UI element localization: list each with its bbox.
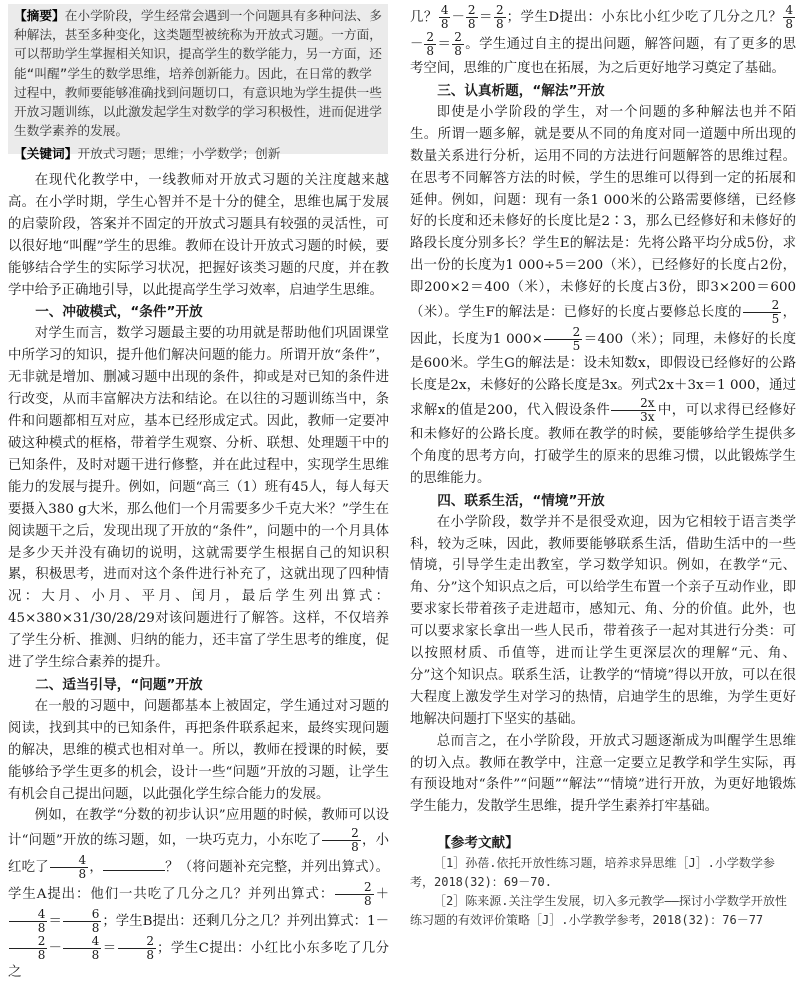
fraction: $\frac{2}{8}$ [322,827,360,854]
equation-c: $\frac{4}{8}$ － $\frac{2}{8}$ ＝ $\frac{2}{8}$ [440,3,504,31]
section-1-paragraph: 对学生而言，数学习题最主要的功用就是帮助他们巩固课堂中所学习的知识，提升他们解决问题的能力。所谓开放“条件”，无非就是增加、删减习题中出现的条件，抑或是对已知的条件进行改变，从而丰富解决方法和结论。在以往的习题训练当中，条件和问题都相互对应，基本已经形成定式。因此，教师一定要冲破这种模式的框格，带着学生观察、分析、联想、处理题干中的已知条件，及时对题干进行修整，并在此过程中，实现学生思维能力的发展与提升。例如，问题“高三（1）班有45人，每人每天要摄入380 g大米，那么他们一个月需要多少千克大米？”学生在阅读题干之后，发现出现了开放的“条件”，问题中的一个月具体是多少天并没有确切的说明，这就需要学生根据自己的知识积累，积极思考，进而对这个条件进行补充了，这就出现了四种情况：大月、小月、平月、闰月，最后学生列出算式：45×380×31/30/28/29对该问题进行了解答。这样，不仅培养了学生分析、推测、归纳的能力，还丰富了学生思考的维度，促进了学生综合素养的提升。 [8,326,389,671]
cont-text-c: 几？ [754,10,783,25]
reference-2: ［2］陈来源.关注学生发展，切入多元教学——探讨小学数学开放性练习题的有效评价策略［J］.小学教学参考，2018(32)：76－77 [410,894,787,928]
fraction: $\frac{4}{8}$ [50,854,88,881]
abstract-text: 在小学阶段，学生经常会遇到一个问题具有多种问法、多种解法，甚至多种变化，这类题型被统称为开放式习题。一方面，可以帮助学生掌握相关知识，提高学生的数学能力，另一方面，还能“叫醒”学生的数学思维，培养创新能力。因此，在日常的教学过程中，教师要能够准确找到问题切口，有意识地为学生提供一些开放习题训练，以此激发起学生对数学的学习积极性，进而促进学生数学素养的发展。 [14,8,382,139]
answer-blank [103,858,165,871]
fraction: $\frac{2}{5}$ [544,326,582,353]
example-text-f: ；学生C提出：小红比小东多吃了几分之 [8,941,389,981]
section-heading-4: 四、联系生活，“情境”开放 [437,492,605,509]
example-text-d: ？（将问题补充完整，并列出算式）。学生A提出：他们一共吃了几分之几？并列出算式： [8,860,390,903]
abstract-label: 【摘要】 [14,8,65,23]
keywords-text: 开放式习题；思维；小学数学；创新 [77,146,281,162]
cont-text-b: ；学生D提出：小东比小红少吃了几分之 [506,10,755,25]
section-2-paragraph: 在一般的习题中，问题都基本上被固定，学生通过对习题的阅读，找到其中的已知条件，再把条件联系起来，最终实现问题的解决，思维的模式也相对单一。所以，教师在授课的时候，要能够给予学生更多的机会，设计一些“问题”开放的习题，让学生有机会自己提出问题，以此强化学生综合能力的发展。 [8,698,389,802]
s3-text-b: ，因此，长度为1 000× [410,305,797,348]
continuation-paragraph [410,4,796,80]
equation-d: $\frac{4}{8}$ － $\frac{2}{8}$ ＝ $\frac{2}{8}$ [410,3,793,58]
s3-text-d: 中，可以求得已经修好和未修好的公路长度。教师在教学的时候，要能够给学生提供多个角度的思考方向，打破学生的原来的思维习惯，以此锻炼学生的思维能力。 [410,402,796,486]
equation-b: 1－ $\frac{2}{8}$ － $\frac{4}{8}$ ＝ $\frac{2}{8}$ [8,914,389,956]
cont-text-d: 。学生通过自主的提出问题，解答问题，有了更多的思考空间，思维的广度也在拓展，为之后更好地学习奠定了基础。 [410,37,796,76]
section-heading-1: 一、冲破模式，“条件”开放 [35,304,203,321]
s3-text-a: 即使是小学阶段的学生，对一个问题的多种解法也并不陌生。所谓一题多解，就是要从不同的角度对同一道题中所出现的数量关系进行分析，运用不同的方法进行问题解答的思维过程。在思考不同解答方法的时候，学生的思维可以得到一定的拓展和延伸。例如，问题：现有一条1 000米的公路需要修缮，已经修好的长度和还未修好的长度比是2∶3，那么已经修好和未修好的路段长度分别多长？学生E的解法是：先将公路平均分成5份，求出一份的长度为1 000÷5＝200（米），已经修好的长度占2份，即200×2＝400（米），未修好的长度占3份，即3×200＝600（米）。学生F的解法是：已修好的长度占要修总长度的 [410,104,796,321]
example-text-a: 例如，在教学“分数的初步认识”应用题的时候，教师可以设计“问题”开放的练习题，如，一块巧克力，小东吃了 [8,808,389,849]
s3-text-c: ＝400（米）；同理，未修好的长度是600米。学生G的解法是：设未知数x，即假设已经修好的公路长度是2x，未修好的公路长度是3x。列式2x＋3x＝1 000，通过求解x的值是200，代入假设条件 [410,332,796,418]
example-text-b: ，小红吃了 [8,833,389,876]
references-title: 【参考文献】 [437,835,519,852]
keywords-label: 【关键词】 [14,146,78,162]
section-3-paragraph [410,102,796,490]
section-4-paragraph: 在小学阶段，数学并不是很受欢迎，因为它相较于语言类学科，较为乏味，因此，教师要能够联系生活，借助生活中的一些情境，引导学生走出教室，学习数学知识。例如，在教学“元、角、分”这个知识点之后，可以给学生布置一个亲子互动作业，即要求家长带着孩子走进超市，感知元、角、分的价值。此外，也可以要求家长拿出一些人民币，带着孩子一起对其进行分类：可以按照材质、币值等，进而让学生更深层次的理解“元、角、分”这个知识点。联系生活，让教学的“情境”得以开放，可以在很大程度上激发学生对学习的热情，启迪学生的思维，为学生更好地解决问题打下坚实的基础。 [410,514,796,727]
fraction: $\frac{2x}{3x}$ [611,397,656,424]
example-paragraph [8,805,389,984]
intro-paragraph: 在现代化教学中，一线教师对开放式习题的关注度越来越高。在小学时期，学生心智并不是十分的健全，思维也属于发展的启蒙阶段，答案并不固定的开放式习题具有较强的灵活性，可以很好地“叫醒”学生的思维。教师在设计开放式习题的时候，要能够结合学生的实际学习状况，把握好该类习题的尺度，并在教学中给予正确地引导，以此提高学生学习效率，启迪学生思维。 [8,173,389,298]
cont-text-a: 几？ [410,10,438,25]
equation-a: $\frac{2}{8}$ ＋ $\frac{4}{8}$ ＝ $\frac{6}{8}$ [8,887,389,929]
example-text-e: ；学生B提出：还剩几分之几？并列出算式： [102,914,368,930]
fraction: $\frac{2}{5}$ [743,299,781,326]
reference-1: ［1］孙蓓.依托开放性练习题，培养求异思维［J］.小学数学参考，2018(32)：69－70. [410,856,775,890]
section-heading-3: 三、认真析题，“解法”开放 [437,82,605,99]
left-column [0,0,395,981]
right-column [404,0,800,966]
conclusion-paragraph: 总而言之，在小学阶段，开放式习题逐渐成为叫醒学生思维的切入点。教师在教学中，注意一定要立足教学和学生实际，再有预设地对“条件”“问题”“解法”“情境”进行开放，为更好地锻炼学生能力，发散学生思维，提升学生素养打牢基础。 [410,733,796,815]
example-text-c: ， [89,860,103,876]
section-heading-2: 二、适当引导，“问题”开放 [35,676,203,693]
